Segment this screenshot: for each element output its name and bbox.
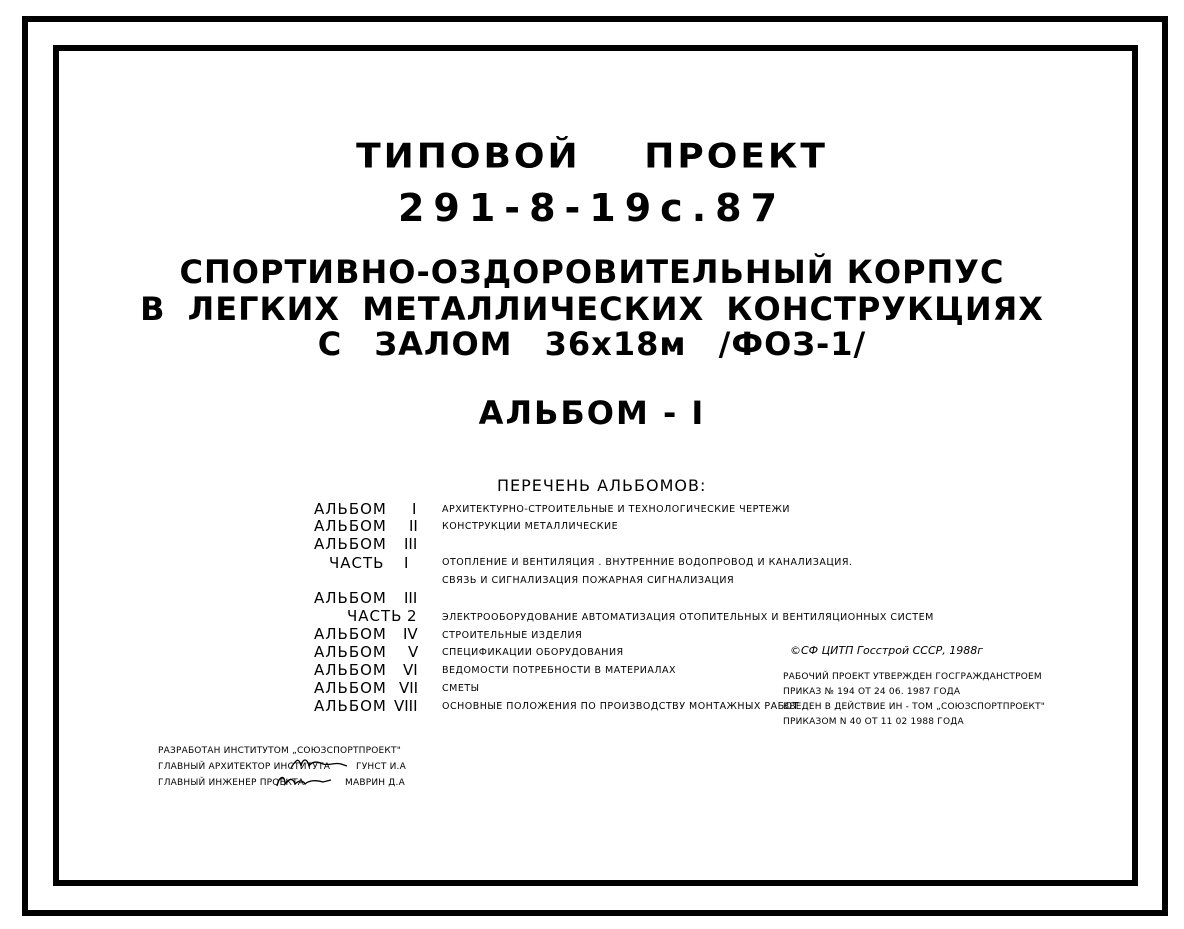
- chief-architect-label: ГЛАВНЫЙ АРХИТЕКТОР ИНСТИТУТА: [158, 762, 331, 772]
- list-row-desc: СВЯЗЬ И СИГНАЛИЗАЦИЯ ПОЖАРНАЯ СИГНАЛИЗАЦИЯ: [442, 575, 735, 586]
- list-row-label: АЛЬБОМ: [314, 661, 387, 679]
- list-row-label: АЛЬБОМ: [314, 500, 387, 518]
- list-row-label: ЧАСТЬ: [347, 607, 403, 625]
- list-row-label: АЛЬБОМ: [314, 679, 387, 697]
- approval-line: РАБОЧИЙ ПРОЕКТ УТВЕРЖДЕН ГОСГРАЖДАНСТРОЕМ: [783, 672, 1042, 682]
- list-row-desc: КОНСТРУКЦИИ МЕТАЛЛИЧЕСКИЕ: [442, 521, 619, 532]
- approval-line: ВВЕДЕН В ДЕЙСТВИЕ ИН - ТОМ „СОЮЗСПОРТПРОЕКТ": [783, 702, 1046, 712]
- list-row-num: IV: [403, 625, 418, 643]
- list-row-desc: АРХИТЕКТУРНО-СТРОИТЕЛЬНЫЕ И ТЕХНОЛОГИЧЕСКИЕ ЧЕРТЕЖИ: [442, 504, 791, 515]
- list-row-desc: ВЕДОМОСТИ ПОТРЕБНОСТИ В МАТЕРИАЛАХ: [442, 665, 677, 676]
- list-row-num: VIII: [394, 697, 418, 715]
- list-row-label: АЛЬБОМ: [314, 535, 387, 553]
- list-row-desc: СМЕТЫ: [442, 683, 480, 694]
- list-row-num: VII: [399, 679, 419, 697]
- list-row-num: I: [412, 500, 417, 518]
- list-row-desc: ОСНОВНЫЕ ПОЛОЖЕНИЯ ПО ПРОИЗВОДСТВУ МОНТАЖНЫХ РАБОТ: [442, 701, 799, 712]
- list-row-num: III: [404, 589, 418, 607]
- list-row-label: АЛЬБОМ: [314, 517, 387, 535]
- title-line-2: В ЛЕГКИХ МЕТАЛЛИЧЕСКИХ КОНСТРУКЦИЯХ: [140, 290, 1044, 328]
- list-row-label: ЧАСТЬ: [329, 554, 385, 572]
- list-row-num: III: [404, 535, 418, 553]
- list-row-num: I: [404, 554, 409, 572]
- chief-engineer-name: МАВРИН Д.А: [345, 778, 405, 788]
- signature-engineer: [273, 770, 335, 792]
- list-row-label: АЛЬБОМ: [314, 625, 387, 643]
- approval-line: ПРИКАЗОМ N 40 ОТ 11 02 1988 ГОДА: [783, 717, 964, 727]
- chief-architect-name: ГУНСТ И.А: [356, 762, 406, 772]
- list-row-desc: ЭЛЕКТРООБОРУДОВАНИЕ АВТОМАТИЗАЦИЯ ОТОПИТЕЛЬНЫХ И ВЕНТИЛЯЦИОННЫХ СИСТЕМ: [442, 612, 934, 623]
- developer-line: РАЗРАБОТАН ИНСТИТУТОМ „СОЮЗСПОРТПРОЕКТ": [158, 746, 402, 756]
- chief-engineer-label: ГЛАВНЫЙ ИНЖЕНЕР ПРОЕКТА: [158, 778, 305, 788]
- list-row-num: 2: [407, 607, 417, 625]
- title-line-3: С ЗАЛОМ 36х18м /ФОЗ-1/: [317, 325, 867, 363]
- title-line-1: СПОРТИВНО-ОЗДОРОВИТЕЛЬНЫЙ КОРПУС: [179, 253, 1005, 291]
- list-row-num: II: [409, 517, 418, 535]
- list-row-num: V: [408, 643, 419, 661]
- list-row-desc: СТРОИТЕЛЬНЫЕ ИЗДЕЛИЯ: [442, 630, 583, 641]
- album-title: АЛЬБОМ - I: [478, 394, 706, 432]
- copyright-stamp: ©СФ ЦИТП Госстрой СССР, 1988г: [790, 644, 984, 657]
- list-row-desc: ОТОПЛЕНИЕ И ВЕНТИЛЯЦИЯ . ВНУТРЕННИЕ ВОДОПРОВОД И КАНАЛИЗАЦИЯ.: [442, 557, 853, 568]
- list-row-desc: СПЕЦИФИКАЦИИ ОБОРУДОВАНИЯ: [442, 647, 624, 658]
- list-row-num: VI: [403, 661, 418, 679]
- list-row-label: АЛЬБОМ: [314, 643, 387, 661]
- album-list-heading: ПЕРЕЧЕНЬ АЛЬБОМОВ:: [497, 476, 707, 495]
- project-number: 291-8-19с.87: [397, 186, 787, 230]
- list-row-label: АЛЬБОМ: [314, 589, 387, 607]
- approval-line: ПРИКАЗ № 194 ОТ 24 06. 1987 ГОДА: [783, 687, 961, 697]
- list-row-label: АЛЬБОМ: [314, 697, 387, 715]
- project-type-heading: ТИПОВОЙ ПРОЕКТ: [356, 137, 828, 176]
